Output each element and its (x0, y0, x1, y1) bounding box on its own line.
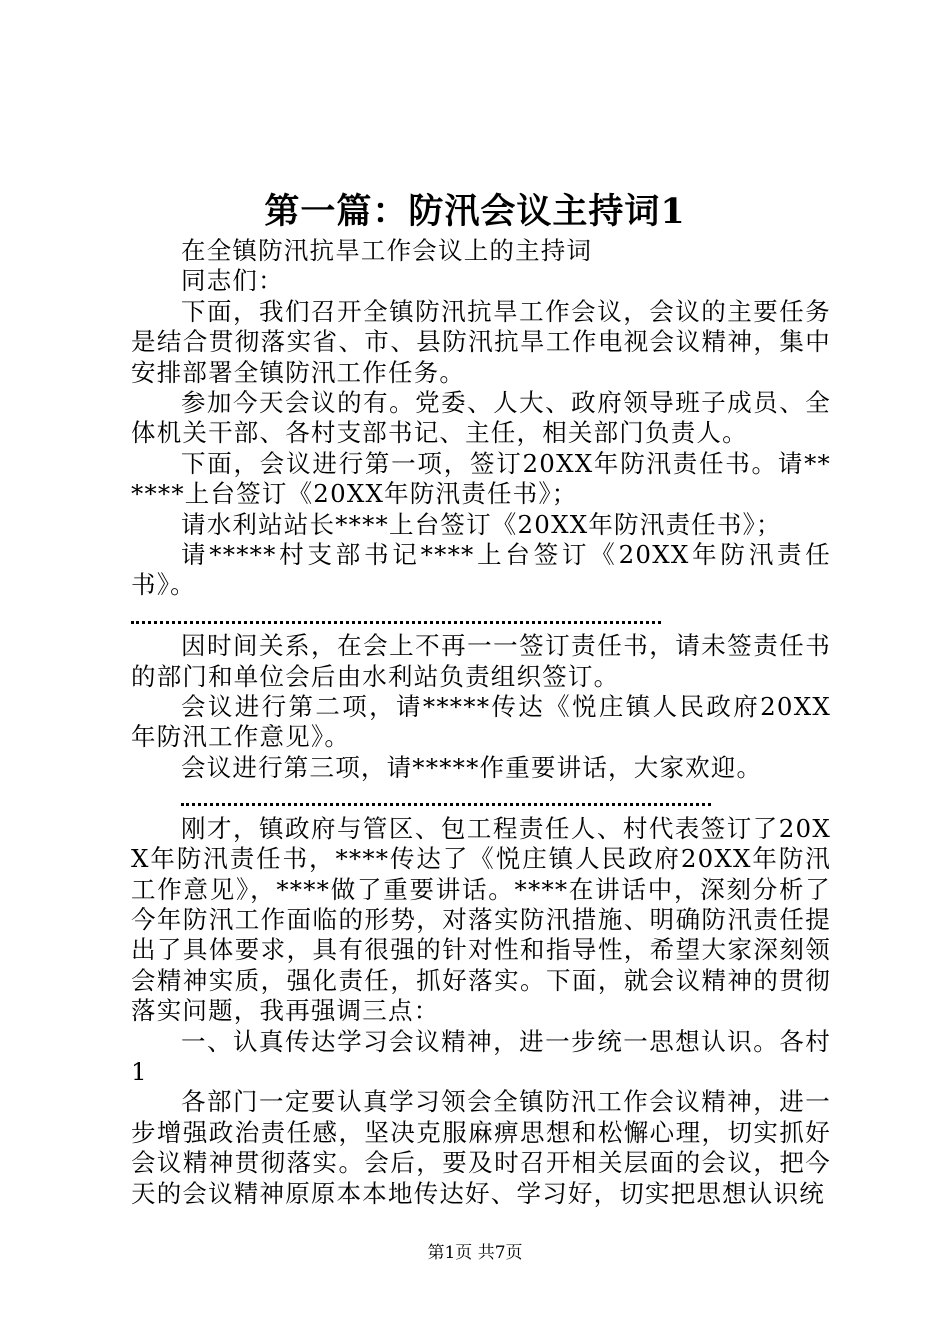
document-body (131, 236, 831, 1209)
paragraph: 请*****村支部书记****上台签订《20XX年防汛责任书》。 (131, 540, 831, 600)
paragraph: 会议进行第二项，请*****传达《悦庄镇人民政府20XX年防汛工作意见》。 (131, 692, 831, 752)
paragraph: 一、认真传达学习会议精神，进一步统一思想认识。各村1 (131, 1026, 831, 1086)
document-title: 第一篇：防汛会议主持词1 (264, 191, 686, 232)
ellipsis-divider (131, 783, 831, 813)
paragraph: 请水利站站长****上台签订《20XX年防汛责任书》； (181, 509, 782, 539)
paragraph: 刚才，镇政府与管区、包工程责任人、村代表签订了20XX年防汛责任书，****传达了《悦庄镇人民政府20XX年防汛工作意见》，****做了重要讲话。****在讲话中，深刻分析了今年防汛工作面临的形势，对落实防汛措施、明确防汛责任提出了具体要求，具有很强的针对性和指导性，希望大家深刻领会精神实质，强化责任，抓好落实。下面，就会议精神的贯彻落实问题，我再强调三点： (131, 813, 831, 1026)
paragraph: 下面，我们召开全镇防汛抗旱工作会议，会议的主要任务是结合贯彻落实省、市、县防汛抗旱工作电视会议精神，集中安排部署全镇防汛工作任务。 (131, 296, 831, 387)
paragraph: 各部门一定要认真学习领会全镇防汛工作会议精神，进一步增强政治责任感，坚决克服麻痹思想和松懈心理，切实抓好会议精神贯彻落实。会后，要及时召开相关层面的会议，把今天的会议精神原原本本地传达好、学习好，切实把思想认识统 (131, 1087, 831, 1208)
paragraph: 在全镇防汛抗旱工作会议上的主持词 (181, 236, 593, 265)
page-number-footer: 第1页 共7页 (427, 1243, 523, 1263)
paragraph: 同志们： (181, 266, 284, 296)
paragraph: 会议进行第三项，请*****作重要讲话，大家欢迎。 (181, 752, 763, 782)
ellipsis-divider (131, 601, 831, 631)
paragraph: 下面，会议进行第一项，签订20XX年防汛责任书。请******上台签订《20XX年防汛责任书》； (131, 448, 831, 509)
paragraph: 参加今天会议的有。党委、人大、政府领导班子成员、全体机关干部、各村支部书记、主任，相关部门负责人。 (131, 388, 831, 448)
paragraph: 因时间关系，在会上不再一一签订责任书，请未签责任书的部门和单位会后由水利站负责组织签订。 (131, 631, 831, 691)
